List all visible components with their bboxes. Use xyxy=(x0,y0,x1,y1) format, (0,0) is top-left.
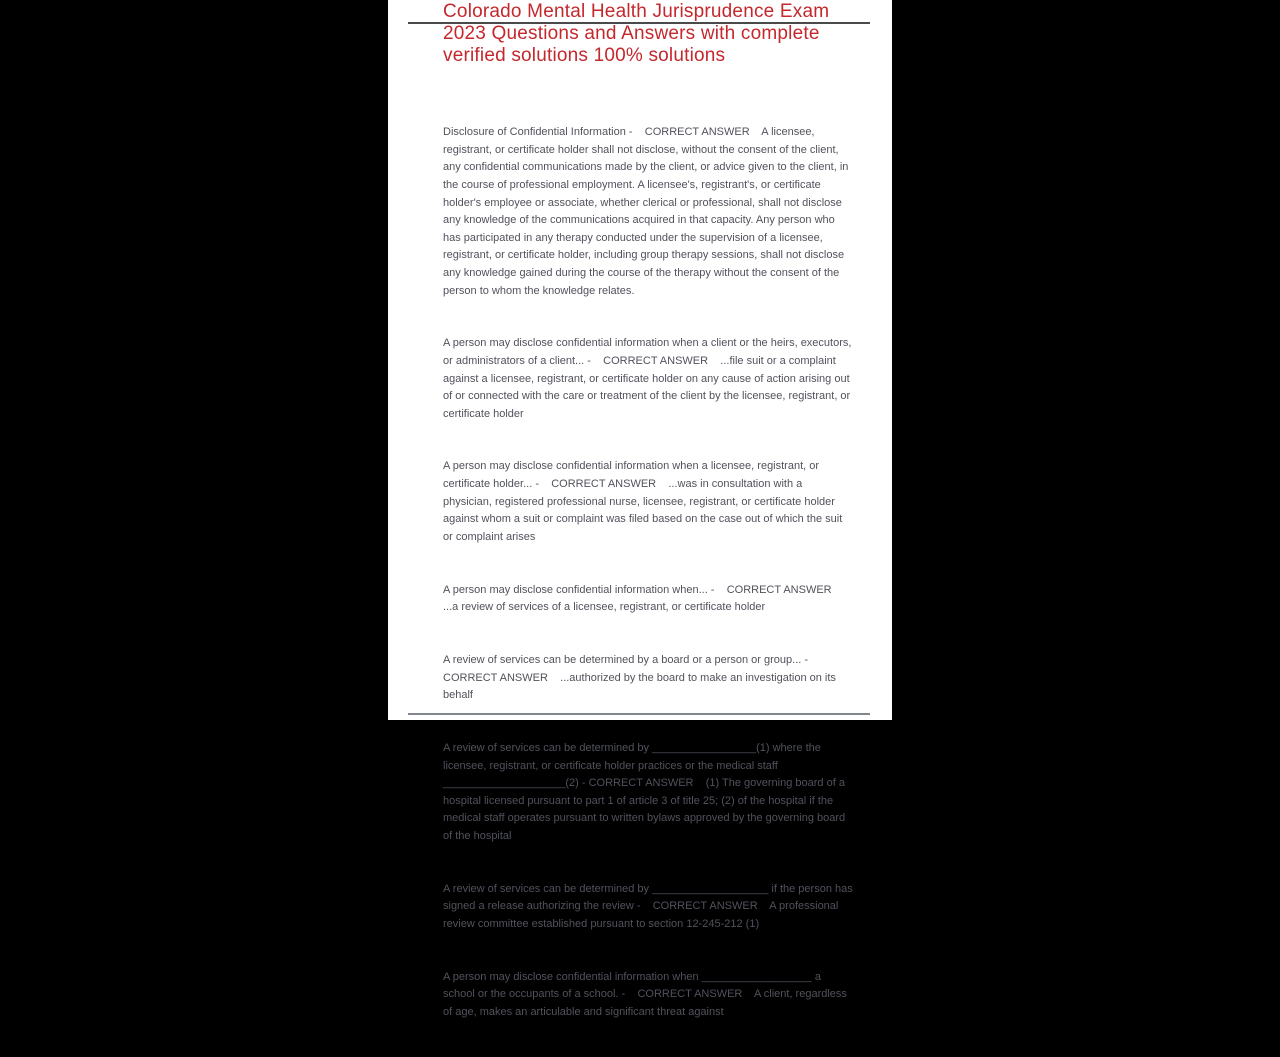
qa-paragraph: A person may disclose confidential information when __________________ a school or the occupants of a school. - CORRECT ANSWER A client, regardless of age, makes an articulable and significant threat against xyxy=(443,970,850,1018)
document-page xyxy=(388,0,892,1018)
page-title xyxy=(443,1,874,67)
qa-paragraph: A person may disclose confidential information when... - CORRECT ANSWER ...a review of services of a licensee, registrant, or certificate holder xyxy=(443,583,844,614)
qa-paragraph: A person may disclose confidential information when a licensee, registrant, or certificate holder... - CORRECT ANSWER ...was in consultation with a physician, registered professional nurse, licensee, registrant, or certificate holder against whom a suit or complaint was filed based on the case out of which the suit or complaint arises xyxy=(443,460,846,543)
page-title-line-2: 2023 Questions and Answers with complete xyxy=(443,23,820,44)
qa-paragraph: A review of services can be determined by _________________(1) where the licensee, registrant, or certificate holder practices or the medical staff ____________________(2) - CORRECT ANSWER (1) The governing board of a hospital licensed pursuant to part 1 of article 3 of title 25; (2) of the hospital if the medical staff operates pursuant to written bylaws approved by the governing board of the hospital xyxy=(443,741,849,842)
qa-paragraph: Disclosure of Confidential Information - CORRECT ANSWER A licensee, registrant, or certificate holder shall not disclose, without the consent of the client, any confidential communications made by the client, or advice given to the client, in the course of professional employment. A licensee's, registrant's, or certificate holder's employee or associate, whether clerical or professional, shall not disclose any knowledge of the communications acquired in that capacity. Any person who has participated in any therapy conducted under the supervision of a licensee, registrant, or certificate holder, including group therapy sessions, shall not disclose any knowledge gained during the course of the therapy without the consent of the person to whom the knowledge relates. xyxy=(443,126,852,297)
page-title-line-1: Colorado Mental Health Jurisprudence Exam xyxy=(443,1,830,22)
qa-paragraph: A review of services can be determined by ___________________ if the person has signed a release authorizing the review - CORRECT ANSWER A professional review committee established pursuant to section 12-245-212 (1) xyxy=(443,882,856,930)
page-title-line-3: verified solutions 100% solutions xyxy=(443,45,726,66)
qa-paragraph: A review of services can be determined by a board or a person or group... - CORRECT ANSWER ...authorized by the board to make an investigation on its behalf xyxy=(443,654,839,702)
qa-paragraph: A person may disclose confidential information when a client or the heirs, executors, or administrators of a client... - CORRECT ANSWER ...file suit or a complaint against a licensee, registrant, or certificate holder on any cause of action arising out of or connected with the care or treatment of the client by the licensee, registrant, or certificate holder xyxy=(443,337,855,420)
document-body xyxy=(443,89,856,1057)
page-bottom-rule xyxy=(408,713,870,715)
